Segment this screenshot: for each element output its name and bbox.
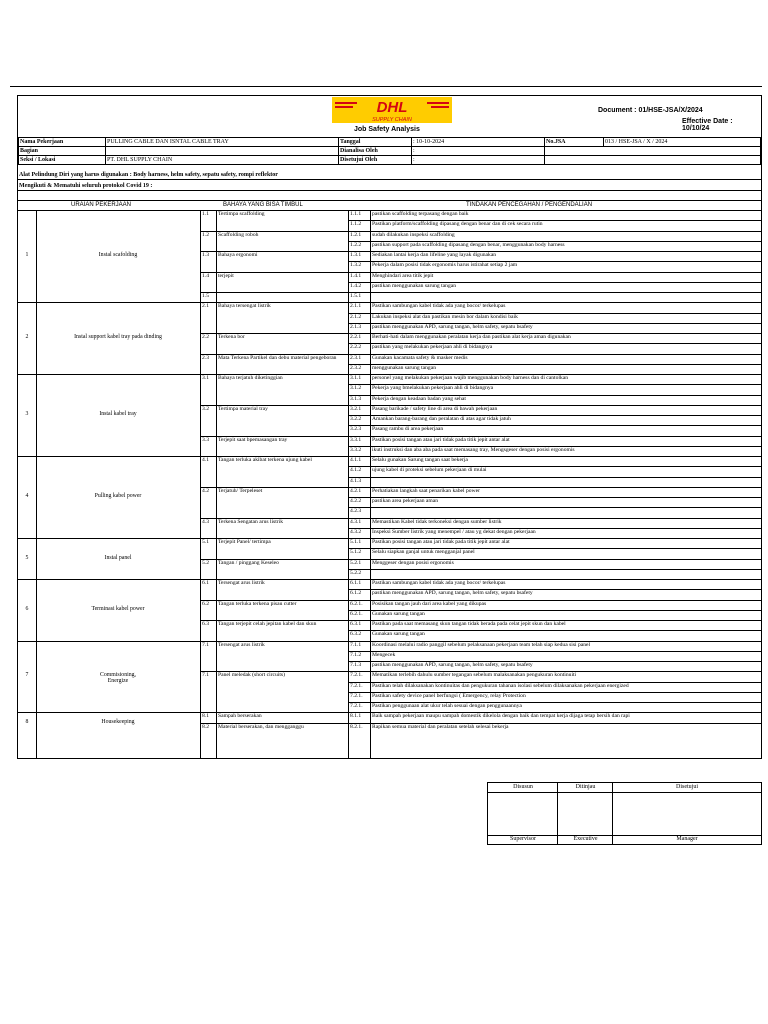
control-number: 3.2.3 (350, 426, 362, 433)
control-number: 1.2.1 (350, 231, 362, 238)
control-number: 2.2.2 (350, 344, 362, 351)
control-text: pastikan yang melakukan pekerjaan ahli di bidangnya (372, 344, 493, 351)
control-text: Pasang barikade / safety line di area di bawah pekerjaan (372, 405, 498, 412)
control-text: pastikan support pada scaffolding dipasang dengan benar, menggunakan body harness (372, 241, 565, 248)
hazard-text: Bahaya terjatuh diketinggian (218, 375, 283, 381)
value-disetujui: : (412, 156, 545, 165)
control-text: Menghindari area titik jepit (372, 272, 434, 279)
control-number: 1.4.2 (350, 282, 362, 289)
control-number: 3.1.1 (350, 375, 362, 381)
control-text: Posisikan tangan jauh dari area kabel yang dikupas (372, 600, 487, 607)
control-text: pastikan menggunakan APD, sarung tangan, helm safety, sepatu bsafety (372, 662, 533, 668)
control-text: Mengecek (372, 651, 396, 658)
control-text: Pastikan posisi tangan atau jari tidak pada titik jepit antar alat (372, 436, 510, 443)
control-number: 7.2.1. (350, 682, 363, 689)
control-number: 2.3.2 (350, 364, 362, 371)
label-disetujui-sign: Disetujui (676, 784, 698, 790)
hazard-number: 2.3 (202, 354, 209, 361)
hazard-number: 1.5 (202, 293, 209, 299)
control-text: Lakukan inspeksi alat dan pastikan mesin bor dalam kondisi baik (372, 313, 518, 320)
control-number: 2.2.1 (350, 334, 362, 340)
step-name: Housekeeping (101, 718, 135, 725)
control-number: 3.1.2 (350, 385, 362, 392)
hazard-text: Tersengat arus listrik (218, 641, 265, 648)
document-number: Document : 01/HSE-JSA/X/2024 (598, 107, 703, 114)
hazard-text: Tangan terjepit celah jepitan kabel dan skun (218, 621, 317, 627)
control-number: 4.2.3 (350, 508, 362, 515)
control-number: 4.2.2 (350, 498, 362, 504)
info-table (18, 137, 761, 165)
hazard-number: 6.1 (202, 580, 209, 586)
control-number: 7.1.1 (350, 641, 362, 648)
step-name: Instal scafolding (98, 252, 138, 259)
hazard-text: Mata Terkena Partikel dan debu material pengeboran (218, 354, 337, 361)
control-number: 5.1.1 (350, 539, 362, 545)
control-text: Selalu gunakan Sarung tangan saat bekerja (372, 457, 468, 463)
control-text: Memastikan Kabel tidak terkoneksi dengan sumber listrik (372, 518, 502, 525)
label-nama-pekerjaan: Nama Pekerjaan (19, 138, 106, 147)
control-text: Pastikan telah dilaksanakan kontinuitas dan pengukuran tahanan isolasi sebelum dilaksanakan pekerjaan energized (372, 682, 629, 689)
step-number: 8 (25, 718, 29, 725)
control-text: Sediakan lantai kerja dan lifeline yang layak digunakan (372, 252, 497, 258)
control-text: Gunakan sarung tangan (372, 610, 425, 617)
control-number: 1.1.2 (350, 221, 362, 228)
step-number: 1 (25, 252, 29, 259)
control-number: 1.5.1 (350, 293, 362, 299)
step-name: Commisioning, Energize (100, 672, 136, 685)
header-uraian: URAIAN PEKERJAAN (71, 202, 132, 208)
control-text: Pastikan sambungan kabel tidak ada yang bocor/ terkelupas (372, 303, 506, 310)
label-executive: Executive (573, 836, 598, 842)
control-text: menggunakan sarung tangan (372, 364, 436, 371)
control-text: personel yang melakukan pekerjaan wajib menggunakan body harness dan di cantolkan (372, 375, 569, 381)
hazard-text: Sampah berserakan (218, 713, 262, 720)
label-supervisor: Supervisor (510, 836, 536, 842)
step-name: Instal panel (104, 554, 132, 561)
control-text: Pastikan penggunaan alat ukur telah sesuai dengan penggunaannya (372, 703, 522, 709)
hazard-text: Terjepit saat bpemasangan tray (218, 436, 288, 443)
step-number: 5 (25, 554, 29, 561)
hazard-text: Tangan terluka terkena pisau cutter (218, 600, 297, 607)
control-text: Pekerja yang bmelakukan pekerjaan ahli di bidangnya (372, 385, 494, 392)
header-tindakan: TINDAKAN PENCEGAHAN / PENGENDALIAN (466, 202, 593, 208)
label-disetujui: Disetujui Oleh (339, 156, 412, 165)
value-seksi: PT. DHL SUPPLY CHAIN (106, 156, 339, 165)
control-text: pastikan scaffolding terpasang dengan baik (372, 211, 469, 217)
control-number: 8.1.1 (350, 713, 362, 720)
step-number: 2 (25, 334, 29, 341)
control-text: Pekerja dalam posisi tidak ergonomis harus istirahat setiap 2 jam (372, 262, 518, 269)
label-tanggal: Tanggal (339, 138, 412, 147)
hazard-number: 6.3 (202, 621, 209, 627)
control-number: 3.1.3 (350, 395, 362, 402)
control-number: 4.3.1 (350, 518, 362, 525)
row-line (348, 651, 761, 652)
control-number: 3.3.1 (350, 436, 362, 443)
control-number: 1.3.2 (350, 262, 362, 269)
hazard-number: 7.1 (202, 672, 209, 679)
value-dianalisa: : (412, 147, 545, 156)
hazard-number: 4.1 (202, 457, 209, 463)
control-text: Pastikan safety device panel berfungsi ( Emergency, relay Protection (372, 692, 526, 699)
control-text: Pastikan posisi tangan atau jari tidak pada titik jepit antar alat (372, 539, 510, 545)
control-number: 4.1.1 (350, 457, 362, 463)
control-number: 7.2.1. (350, 672, 363, 679)
label-disusun: Disusun (513, 784, 533, 790)
hazard-number: 1.3 (202, 252, 209, 258)
label-nojsa: No.JSA (545, 138, 604, 147)
hazard-number: 4.2 (202, 487, 209, 494)
hazard-text: Material berserakan, dan mengganggu (218, 723, 304, 730)
control-text: Gunakan kacamata safety & masker medis (372, 354, 468, 361)
covid-line: Mengikuti & Mematuhi seluruh protokol Covid 19 : (18, 182, 761, 191)
step-name: Instal kabel tray (99, 411, 137, 417)
hazard-number: 8.1 (202, 713, 209, 720)
hazard-text: Terkena bor (218, 334, 245, 340)
jsa-sheet (17, 95, 762, 759)
effective-date: Effective Date : 10/10/24 (682, 118, 733, 132)
ppe-line: Alat Pelindung Diri yang harus digunakan : Body harness, helm safety, sepatu safety, rompi reflektor (18, 171, 761, 180)
control-text: pastikan menggunakan APD, sarung tangan, helm safety, sepatu bsafety (372, 590, 533, 597)
control-text: sudah dilakukan inspeksi scaffolding (372, 231, 455, 238)
control-number: 2.1.2 (350, 313, 362, 320)
control-number: 4.3.2 (350, 528, 362, 535)
control-text: Mematikan terlebih dahulu sumber tegangan sebelum malaksanakan pengukuran kontinuiti (372, 672, 577, 679)
step-name: Instal support kabel tray pada dinding (74, 334, 162, 341)
control-number: 6.1.1 (350, 580, 362, 586)
control-text: pastikan menggunakan sarung tangan (372, 282, 457, 289)
hazard-number: 3.3 (202, 436, 209, 443)
control-text: Rapikan semua material dan peralatan setelah selesai bekerja (372, 723, 509, 730)
control-text: Koordinasi melalui radio panggil sebelum pelaksanaan pekerjaan team telah siap kedua sisi panel (372, 641, 591, 648)
header-bahaya: BAHAYA YANG BISA TIMBUL (223, 202, 303, 208)
control-number: 4.2.1 (350, 487, 362, 494)
control-number: 6.2.1. (350, 610, 363, 617)
hazard-text: Terjatuh/ Terpeleset (218, 487, 263, 494)
control-number: 6.3.1 (350, 621, 362, 627)
hazard-number: 8.2 (202, 723, 209, 730)
value-nojsa: 013 / HSE-JSA / X / 2024 (604, 138, 761, 147)
signoff-box (487, 782, 762, 845)
control-text: pastikan area pekerjaan aman (372, 498, 438, 504)
step-name: Pulling kabel power (94, 493, 142, 499)
value-tanggal: : 10-10-2024 (412, 138, 545, 147)
control-number: 3.2.2 (350, 416, 362, 422)
hazard-text: Tersengat arus listrik (218, 580, 265, 586)
hazard-number: 1.2 (202, 231, 209, 238)
control-number: 1.1.1 (350, 211, 362, 217)
control-number: 5.1.2 (350, 549, 362, 556)
dhl-logo (332, 97, 452, 123)
control-number: 7.2.1. (350, 692, 363, 699)
control-text: Inspeksi Sumber listrik yang menempel / atau yg dekat dengan pekerjaan (372, 528, 536, 535)
jsa-title: Job Safety Analysis (354, 126, 420, 133)
control-text: Perhatiakan langkah saat penarikan kabel power (372, 487, 480, 494)
top-rule (10, 86, 762, 87)
hazard-number: 5.2 (202, 559, 209, 566)
control-number: 6.1.2 (350, 590, 362, 597)
hazard-number: 3.1 (202, 375, 209, 381)
label-seksi: Seksi / Lokasi (19, 156, 106, 165)
step-name: Terminasi kabel power (91, 605, 145, 612)
control-text: pastikan menggunakan APD, sarung tangan, helm safety, sepatu bsafety (372, 323, 533, 330)
control-number: 7.1.2 (350, 651, 362, 658)
value-nama-pekerjaan: PULLING CABLE DAN ISNTAL CABLE TRAY (106, 138, 339, 147)
svg-text:SUPPLY CHAIN: SUPPLY CHAIN (372, 117, 412, 123)
control-text: Menggeser dengan posisi ergonomis (372, 559, 454, 566)
hazard-number: 4.3 (202, 518, 209, 525)
hazard-text: Scaffolding roboh (218, 231, 259, 238)
control-number: 3.2.1 (350, 405, 362, 412)
control-number: 7.1.3 (350, 662, 362, 668)
control-number: 7.2.1. (350, 703, 363, 709)
jsa-grid (18, 210, 761, 758)
control-text: Pastikan pada saat memasang skun tangan tidak berada pada celat jepit skun dan kabel (372, 621, 566, 627)
hazard-text: Tangan terluka akibat terkena ujung kabel (218, 457, 312, 463)
hazard-text: Terkena Sengatan arus listrik (218, 518, 284, 525)
label-dianalisa: Dianalisa Oleh (339, 147, 412, 156)
control-number: 6.3.2 (350, 631, 362, 638)
hazard-number: 2.1 (202, 303, 209, 310)
control-number: 2.3.1 (350, 354, 362, 361)
control-number: 2.1.1 (350, 303, 362, 310)
control-number: 1.2.2 (350, 241, 362, 248)
hazard-text: Bahaya tersengat listrik (218, 303, 271, 310)
step-number: 4 (25, 493, 29, 499)
hazard-text: terjepit (218, 272, 234, 279)
control-number: 4.1.2 (350, 467, 362, 474)
control-number: 4.1.3 (350, 477, 362, 484)
control-number: 5.2.1 (350, 559, 362, 566)
step-number: 6 (25, 605, 29, 612)
hazard-text: Tertimpa scaffolding (218, 211, 265, 217)
hazard-number: 1.4 (202, 272, 209, 279)
control-number: 2.1.3 (350, 323, 362, 330)
label-manager: Manager (676, 836, 698, 842)
hazard-text: Tangan / pinggang Keseleo (218, 559, 279, 566)
step-number: 7 (25, 672, 29, 679)
row-line (348, 507, 761, 508)
control-text: Selalu siapkan ganjal untuk mengganjal panel (372, 549, 475, 556)
hazard-text: Tertimpa material tray (218, 405, 268, 412)
control-text: Pasang rambu di area pekerjaan (372, 426, 444, 433)
control-text: Pastikan platform/scaffolding dipasang dengan benar dan di cek secara rutin (372, 221, 543, 228)
control-text: Baik sampah pekerjaan maupu sampah domestik dikelola dengan baik dan tempat kerja dijaga tetap bersih dan rapi (372, 713, 630, 720)
control-number: 1.3.1 (350, 252, 362, 258)
control-text: Amankan barang-barang dan peralatan di atas agar tidak jatuh (372, 416, 511, 422)
header (18, 96, 761, 136)
row-line (348, 477, 761, 478)
control-number: 3.3.2 (350, 446, 362, 453)
control-text: Pekerja dengan keadaan badan yang sehat (372, 395, 466, 402)
control-number: 8.2.1. (350, 723, 363, 730)
step-number: 3 (25, 411, 29, 417)
row-line (348, 569, 761, 570)
hazard-number: 2.2 (202, 334, 209, 340)
control-text: ujung kabel di proteksi sebelum pekerjaan di mulai (372, 467, 487, 474)
control-text: Berhati-hati dalam menggunakan peralatan kerja dan pastikan alat kerja aman digunakan (372, 334, 571, 340)
hazard-text: Terjepit Panel/ tertimpa (218, 539, 271, 545)
svg-text:DHL: DHL (376, 99, 408, 116)
control-number: 1.4.1 (350, 272, 362, 279)
control-number: 6.2.1. (350, 600, 363, 607)
label-bagian: Bagian (19, 147, 106, 156)
hazard-number: 5.1 (202, 539, 209, 545)
hazard-line (200, 292, 348, 293)
hazard-number: 1.1 (202, 211, 209, 217)
row-line (348, 292, 761, 293)
hazard-number: 3.2 (202, 405, 209, 412)
hazard-text: Bahaya ergonomi (218, 252, 258, 258)
control-text: Pastikan sambungan kabel tidak ada yang bocor/ terkelupas (372, 580, 506, 586)
hazard-number: 6.2 (202, 600, 209, 607)
control-number: 5.2.2 (350, 569, 362, 576)
control-text: Gunakan sarung tangan (372, 631, 425, 638)
control-text: ikuti instruksi dan aba aba pada saat memasang tray, Mengsgeser dengan posisi ergonomis (372, 446, 575, 453)
label-ditinjau: Ditinjau (575, 784, 596, 790)
hazard-number: 7.1 (202, 641, 209, 648)
hazard-text: Panel meledak (short circuits) (218, 672, 285, 679)
